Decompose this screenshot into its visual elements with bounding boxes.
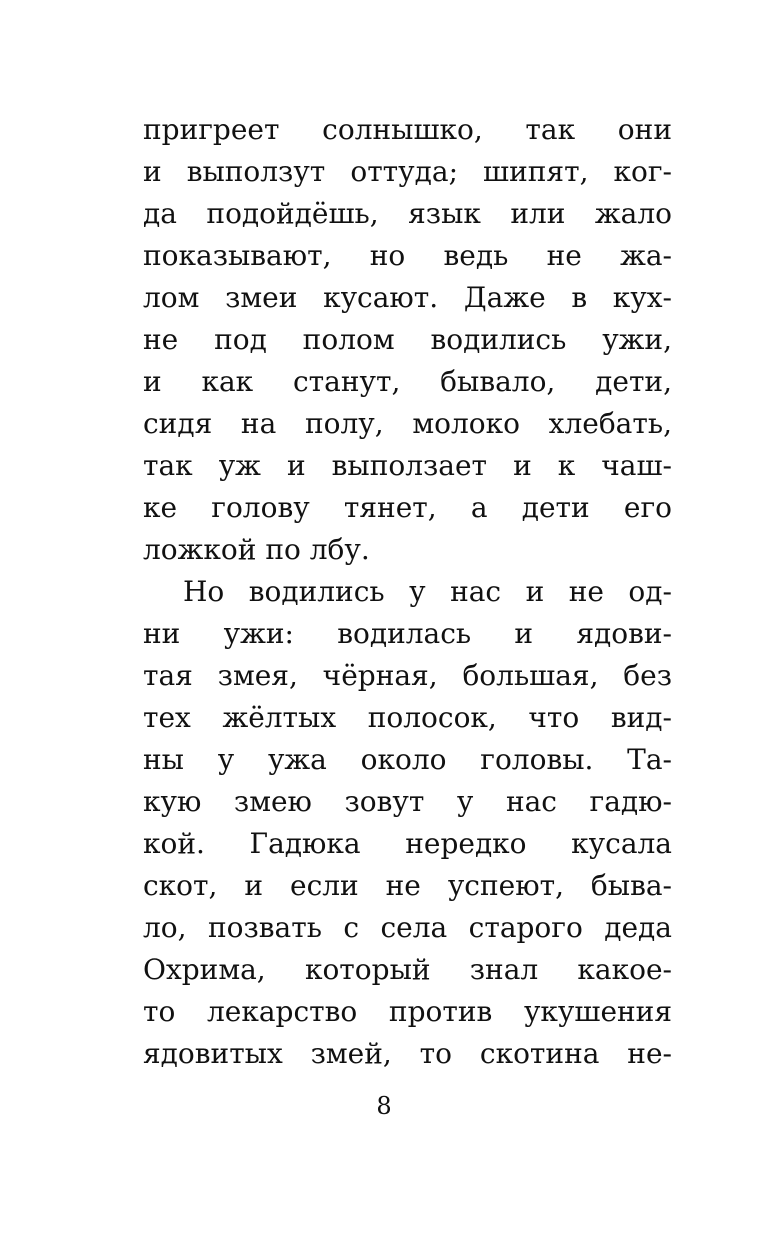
text-line: ке голову тянет, а дети его — [143, 491, 672, 524]
text-line: и как станут, бывало, дети, — [143, 365, 672, 398]
text-line: показывают, но ведь не жа- — [143, 239, 672, 272]
text-line: тая змея, чёрная, большая, без — [143, 659, 672, 692]
text-line: кую змею зовут у нас гадю- — [143, 785, 672, 818]
text-line: да подойдёшь, язык или жало — [143, 197, 672, 230]
text-line: кой. Гадюка нередко кусала — [143, 827, 672, 860]
text-line: Но водились у нас и не од- — [183, 575, 672, 608]
text-line: Охрима, который знал какое- — [143, 953, 672, 986]
text-line: пригреет солнышко, так они — [143, 113, 672, 146]
text-line: ложкой по лбу. — [143, 533, 370, 566]
text-line: то лекарство против укушения — [143, 995, 672, 1028]
text-line: так уж и выползает и к чаш- — [143, 449, 672, 482]
text-line: ло, позвать с села старого деда — [143, 911, 672, 944]
text-line: ни ужи: водилась и ядови- — [143, 617, 672, 650]
text-line: тех жёлтых полосок, что вид- — [143, 701, 672, 734]
text-line: и выползут оттуда; шипят, ког- — [143, 155, 672, 188]
text-line: ядовитых змей, то скотина не- — [143, 1037, 672, 1070]
page-number: 8 — [376, 1092, 392, 1120]
text-line: лом змеи кусают. Даже в кух- — [143, 281, 672, 314]
text-line: ны у ужа около головы. Та- — [143, 743, 672, 776]
text-line: сидя на полу, молоко хлебать, — [143, 407, 672, 440]
body-text — [143, 109, 672, 1075]
text-line: скот, и если не успеют, быва- — [143, 869, 672, 902]
text-line: не под полом водились ужи, — [143, 323, 672, 356]
